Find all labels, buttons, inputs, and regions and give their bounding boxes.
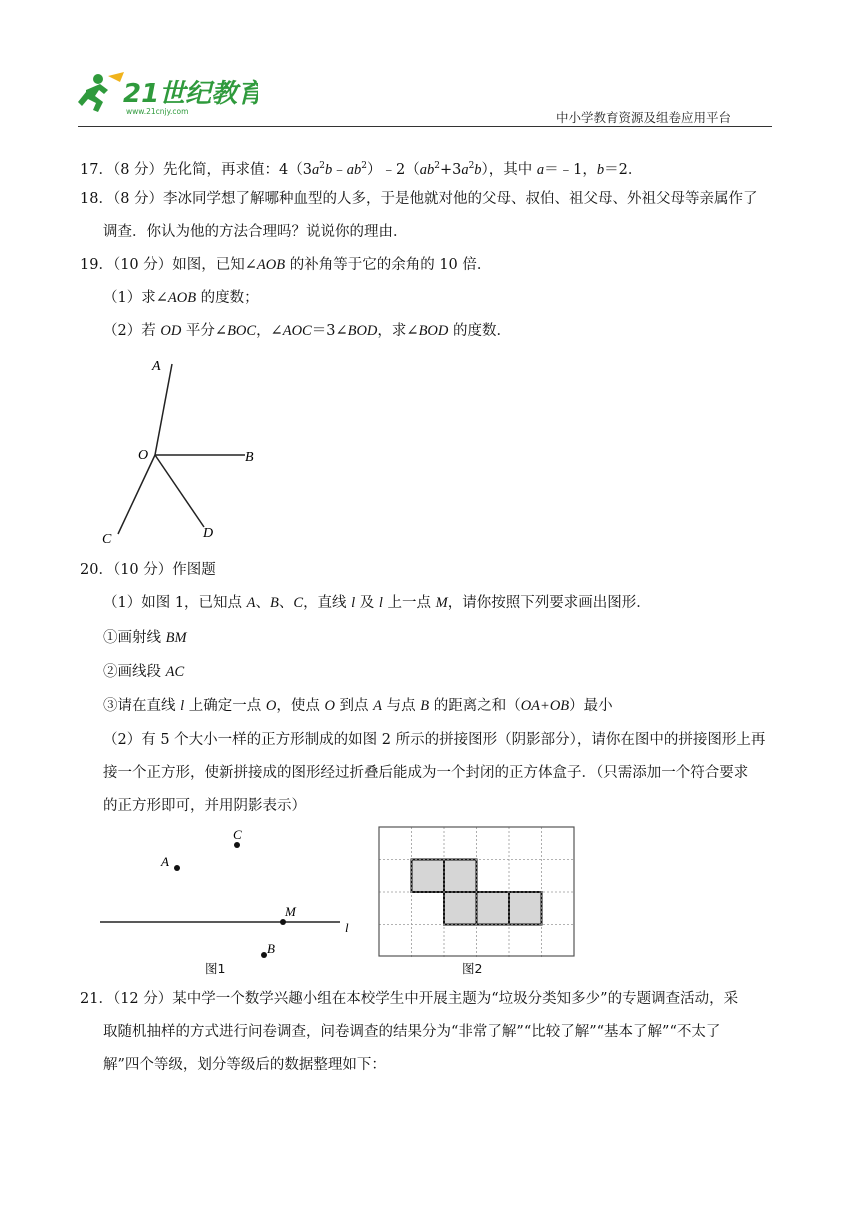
header-divider [78,126,772,127]
question-19-part-2: （2）若 OD 平分∠BOC，∠AOC＝3∠BOD，求∠BOD 的度数． [103,323,511,339]
ray-OC [118,455,155,534]
label-B: B [267,941,275,956]
label-A: A [152,359,161,374]
figure-2-caption: 图2 [462,961,483,976]
question-20-part-1: （1）如图 1，已知点 A、B、C，直线 l 及 l 上一点 M，请你按照下列要求画出图形． [103,595,651,611]
ray-OD [155,455,204,527]
logo-url: www.21cnjy.com [126,107,189,116]
question-19-part-1: （1）求∠AOB 的度数； [103,290,259,306]
question-20-part-2-line-1: （2）有 5 个大小一样的正方形制成的如图 2 所示的拼接图形（阴影部分），请你在图中的拼接图形上再 [103,732,766,748]
question-18-line-2: 调查．你认为他的方法合理吗？说说你的理由． [103,224,408,240]
question-19-stem: 19．（10 分）如图，已知∠AOB 的补角等于它的余角的 10 倍． [80,257,492,273]
shaded-square [444,892,477,925]
label-C: C [102,532,112,547]
label-A: A [161,854,169,869]
label-l: l [345,920,349,935]
label-B: B [245,450,254,465]
label-O: O [138,448,149,463]
shaded-square [509,892,542,925]
figure-2-grid [378,826,576,958]
ray-OA [155,364,172,455]
question-17: 17．（8 分）先化简，再求值：$4(3a^2b﹣ab^2)﹣2(ab^2+3a^2b)$，其中 a＝﹣1，b＝2． [80,161,643,178]
question-21-line-3: 解”四个等级，划分等级后的数据整理如下： [103,1057,386,1073]
label-M: M [285,904,296,919]
site-logo [78,70,258,116]
question-21-line-2: 取随机抽样的方式进行问卷调查，问卷调查的结果分为“非常了解”“比较了解”“基本了解”“不太了 [103,1024,721,1040]
figure-1 [95,822,365,978]
question-20-stem: 20．（10 分）作图题 [80,562,216,578]
question-20-part-2-line-2: 接一个正方形，使新拼接成的图形经过折叠后能成为一个封闭的正方体盒子．（只需添加一个符合要求 [103,765,749,781]
point-C [234,842,240,848]
question-20-step-1: ①画射线 BM [103,630,187,646]
question-20-step-3: ③请在直线 l 上确定一点 O，使点 O 到点 A 与点 B 的距离之和（OA+OB）最小 [103,698,613,714]
logo-number: 21世纪教育 [123,79,258,109]
shaded-square [477,892,510,925]
question-20-part-2-line-3: 的正方形即可，并用阴影表示） [103,798,306,814]
angle-figure [100,352,270,552]
question-18-line-1: 18．（8 分）李冰同学想了解哪种血型的人多，于是他就对他的父母、叔伯、祖父母、外祖父母等亲属作了 [80,191,758,207]
shaded-square [412,860,445,893]
point-A [174,865,180,871]
shaded-square [444,860,477,893]
question-20-step-2: ②画线段 AC [103,664,185,680]
point-M [280,919,286,925]
label-C: C [233,827,242,842]
platform-name: 中小学教育资源及组卷应用平台 [556,110,732,125]
label-D: D [203,526,214,541]
question-21-line-1: 21．（12 分）某中学一个数学兴趣小组在本校学生中开展主题为“垃圾分类知多少”的专题调查活动，采 [80,991,739,1007]
figure-1-caption: 图1 [205,961,226,976]
